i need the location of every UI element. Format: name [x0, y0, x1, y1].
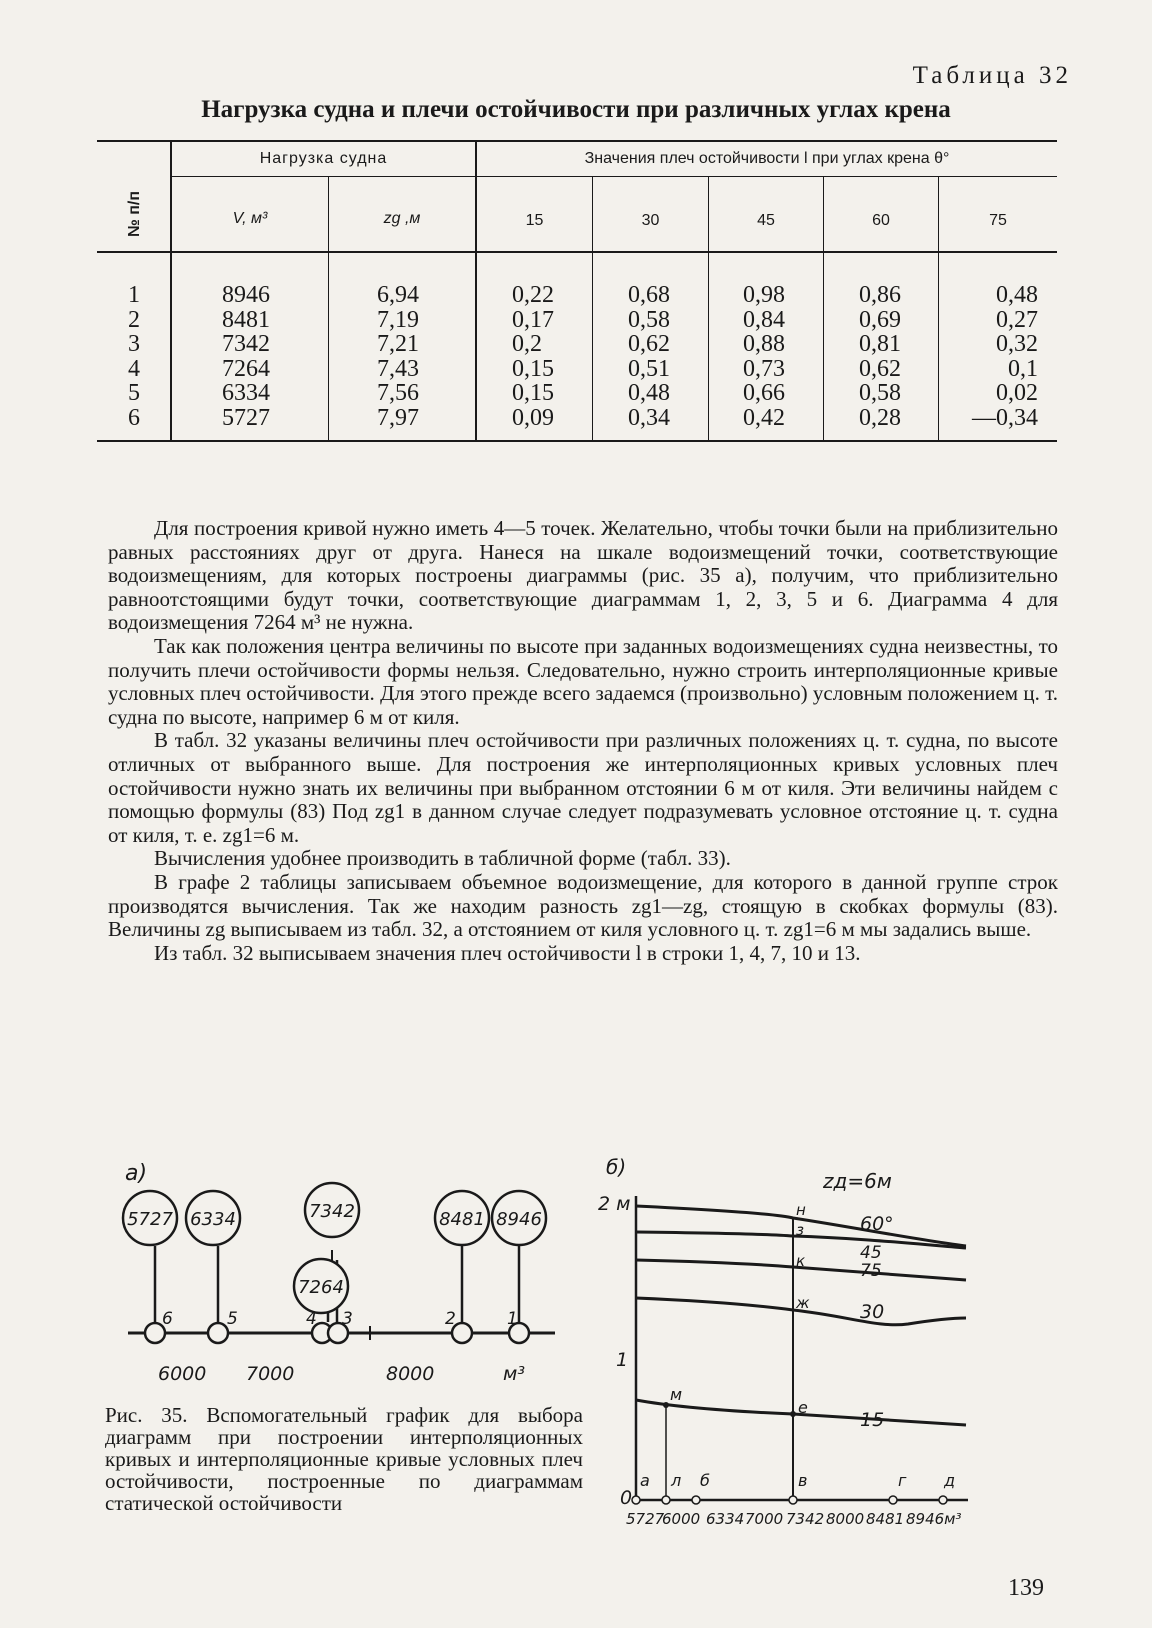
table-cell: 0,42 — [743, 404, 785, 431]
point-letter: з — [796, 1221, 804, 1239]
circle-label: 7264 — [298, 1277, 344, 1298]
header-v: V, м³ — [232, 210, 268, 227]
table-cell: 0,02 — [996, 380, 1038, 406]
table-cell: 7,56 — [377, 380, 419, 406]
table-cell: 8481 — [222, 306, 270, 333]
table-cell: 0,22 — [512, 282, 554, 308]
point-number: 4 — [306, 1309, 317, 1329]
table-cell: 0,28 — [859, 404, 901, 431]
figure-a-label: а) — [125, 1161, 148, 1186]
table-cell: 8946 — [222, 282, 270, 308]
point-circle — [208, 1323, 228, 1343]
point-number: 2 — [445, 1309, 456, 1329]
figure-caption: Рис. 35. Вспомогательный график для выбора диаграмм при построении интерполяционных кривых и интерполяционные кривые условных плеч остойчивости, построенные по диаграммам статической остойчивости — [105, 1403, 583, 1515]
point-letter: к — [796, 1252, 806, 1270]
header-arms: Значения плеч остойчивости l при углах крена θ° — [584, 150, 950, 167]
curve-point — [663, 1402, 669, 1408]
table-top-rule — [97, 140, 1057, 142]
col-zg — [377, 283, 467, 430]
table-number: Таблица 32 — [912, 62, 1072, 89]
table-cell: 0,09 — [512, 404, 554, 431]
y-tick-label: 1 — [616, 1349, 629, 1371]
table-cell: 7,43 — [377, 355, 419, 382]
point-number: 1 — [507, 1309, 518, 1329]
header-angle-60: 60 — [872, 212, 890, 229]
x-tick-label: 7342 — [786, 1510, 825, 1528]
table-cell: 1 — [128, 282, 140, 308]
x-point — [692, 1496, 700, 1504]
circle-label: 5727 — [127, 1209, 173, 1230]
curve-label: 60° — [860, 1213, 894, 1235]
table-cell: —0,34 — [972, 404, 1038, 431]
header-load: Нагрузка судна — [259, 150, 388, 167]
point-letter: м — [670, 1385, 683, 1404]
x-tick-label: 7000 — [745, 1510, 784, 1528]
table-cell: 6 — [128, 404, 140, 431]
table-cell: 0,1 — [1008, 355, 1038, 382]
point-letter: г — [898, 1471, 907, 1490]
figure-b — [598, 1148, 1058, 1548]
point-number: 6 — [162, 1309, 173, 1329]
figure-a — [100, 1150, 580, 1400]
table-cell: 0,51 — [628, 355, 670, 382]
col-l30 — [628, 283, 708, 430]
axis-unit: м³ — [503, 1363, 525, 1385]
x-tick-label: 8481 — [866, 1510, 905, 1528]
col-l15 — [512, 283, 592, 430]
table-cell: 0,88 — [743, 331, 785, 357]
paragraph: Вычисления удобнее производить в табличной форме (табл. 33). — [154, 846, 731, 871]
table-cell: 0,68 — [628, 282, 670, 308]
table-cell: 0,2 — [512, 331, 542, 357]
body-text — [108, 517, 1058, 965]
curve-label: 15 — [860, 1409, 885, 1431]
point-number: 3 — [342, 1309, 353, 1329]
axis-tick-label: 6000 — [158, 1363, 207, 1385]
table-cell: 0,34 — [628, 404, 670, 431]
paragraph: В табл. 32 указаны величины плеч остойчивости при различных положениях ц. т. судна, по высоте отличных от выбранного выше. Для построения же интерполяционных кривых условных плеч остойчивости нужно знать их величины при выбранном отстоянии 6 м от киля. Эти величины найдем с помощью формулы (83) Под zg1 в данном случае следует подразумевать условное отстояние ц. т. судна от киля, т. е. zg1=6 м. — [108, 728, 1058, 847]
x-point — [632, 1496, 640, 1504]
x-tick-label: 6000 — [662, 1510, 701, 1528]
circle-label: 8481 — [439, 1209, 485, 1230]
table-cell: 7342 — [222, 331, 270, 357]
header-angle-30: 30 — [641, 212, 660, 229]
point-letter: а — [640, 1471, 650, 1490]
table-cell: 7,21 — [377, 331, 419, 357]
x-tick-label: 5727 — [626, 1510, 665, 1528]
table-bottom-rule — [97, 440, 1057, 442]
table-cell: 7,19 — [377, 306, 419, 333]
point-letter: л — [671, 1471, 682, 1490]
circle-label: 8946 — [496, 1209, 542, 1230]
table-cell: 0,15 — [512, 380, 554, 406]
col-no — [128, 283, 168, 430]
table-cell: 0,69 — [859, 306, 901, 333]
table-cell: 0,48 — [996, 282, 1038, 308]
table-cell: 6,94 — [377, 282, 419, 308]
point-letter: н — [796, 1201, 806, 1219]
table-cell: 0,58 — [859, 380, 901, 406]
table-cell: 6334 — [222, 380, 270, 406]
table-cell: 0,66 — [743, 380, 785, 406]
table-cell: 4 — [128, 355, 140, 382]
circle-label: 7342 — [309, 1201, 355, 1222]
point-number: 5 — [227, 1309, 238, 1329]
table-cell: 2 — [128, 306, 140, 333]
table-group-rule — [170, 176, 1057, 177]
page-number: 139 — [1008, 1575, 1044, 1601]
table-vrule — [475, 140, 477, 440]
col-v — [222, 283, 312, 430]
table-cell: 0,86 — [859, 282, 901, 308]
header-angle-45: 45 — [757, 212, 775, 229]
col-l75 — [940, 283, 1038, 430]
figure-b-label: б) — [606, 1155, 627, 1179]
header-zg: zg ,м — [383, 210, 421, 227]
table-cell: 0,17 — [512, 306, 554, 333]
table-cell: 0,73 — [743, 355, 785, 382]
table-cell: 0,62 — [859, 355, 901, 382]
point-letter: ж — [796, 1294, 810, 1312]
paragraph: Для построения кривой нужно иметь 4—5 точек. Желательно, чтобы точки были на приблизительно равных расстояниях друг от друга. Нанеся на шкале водоизмещений точки, соответствующие водоизмещениям, для которых построены диаграммы (рис. 35 а), получим, что приблизительно равноотстоящими будут точки, соответствующие диаграммам 1, 2, 3, 5 и 6. Диаграмма 4 для водоизмещения 7264 м³ не нужна. — [108, 516, 1058, 635]
x-point — [789, 1496, 797, 1504]
point-letter: д — [944, 1471, 956, 1490]
axis-tick-label: 7000 — [246, 1363, 295, 1385]
table-cell: 7264 — [222, 355, 270, 382]
y-tick-label: 0 — [620, 1487, 633, 1509]
col-l60 — [859, 283, 939, 430]
paragraph: В графе 2 таблицы записываем объемное водоизмещение, для которого в данной группе строк производятся вычисления. Так же находим разность zg1—zg, стоящую в скобках формулы (83). Величины zg выписываем из табл. 32, а отстоянием от киля условного ц. т. zg1=6 м мы задались выше. — [108, 869, 1058, 942]
point-letter: в — [798, 1471, 808, 1490]
table-cell: 5727 — [222, 404, 270, 431]
table-cell: 0,81 — [859, 331, 901, 357]
table-vrule — [170, 140, 172, 440]
z-label: zд=6м — [823, 1169, 892, 1193]
table-cell: 0,58 — [628, 306, 670, 333]
x-tick-label: 8946м³ — [906, 1510, 962, 1528]
header-no: № п/п — [126, 190, 143, 238]
x-tick-label: 6334 — [706, 1510, 745, 1528]
table-cell: 0,27 — [996, 306, 1038, 333]
table-cell: 0,32 — [996, 331, 1038, 357]
curve-label: 30 — [860, 1301, 885, 1323]
x-point — [662, 1496, 670, 1504]
curve-label: 45 — [860, 1243, 882, 1263]
table-title: Нагрузка судна и плечи остойчивости при различных углах крена — [201, 96, 951, 123]
table-cell: 0,62 — [628, 331, 670, 357]
header-angle-75: 75 — [989, 212, 1007, 229]
table-cell: 0,98 — [743, 282, 785, 308]
table-cell: 3 — [128, 331, 140, 357]
table-cell: 7,97 — [377, 404, 419, 431]
x-point — [939, 1496, 947, 1504]
circle-label: 6334 — [190, 1209, 236, 1230]
table-cell: 0,15 — [512, 355, 554, 382]
table-cell: 0,84 — [743, 306, 785, 333]
paragraph: Так как положения центра величины по высоте при заданных водоизмещениях судна неизвестны, то получить плечи остойчивости формы нельзя. Следовательно, нужно строить интерполяционные кривые условных плеч остойчивости. Для этого прежде всего задаемся (произвольно) условным положением ц. т. судна по высоте, например 6 м от киля. — [108, 633, 1058, 729]
paragraph: Из табл. 32 выписываем значения плеч остойчивости l в строки 1, 4, 7, 10 и 13. — [154, 940, 861, 965]
axis-tick-label: 8000 — [386, 1363, 435, 1385]
table-cell: 0,48 — [628, 380, 670, 406]
table-header-rule — [97, 251, 1057, 253]
y-tick-label: 2 м — [598, 1193, 631, 1215]
header-angle-15: 15 — [525, 212, 544, 229]
table-cell: 5 — [128, 380, 140, 406]
x-point — [889, 1496, 897, 1504]
curve-label: 75 — [860, 1261, 882, 1281]
col-l45 — [743, 283, 823, 430]
x-tick-label: 8000 — [826, 1510, 865, 1528]
curve-point — [790, 1411, 796, 1417]
point-letter: б — [700, 1471, 710, 1490]
point-letter: е — [798, 1398, 808, 1417]
